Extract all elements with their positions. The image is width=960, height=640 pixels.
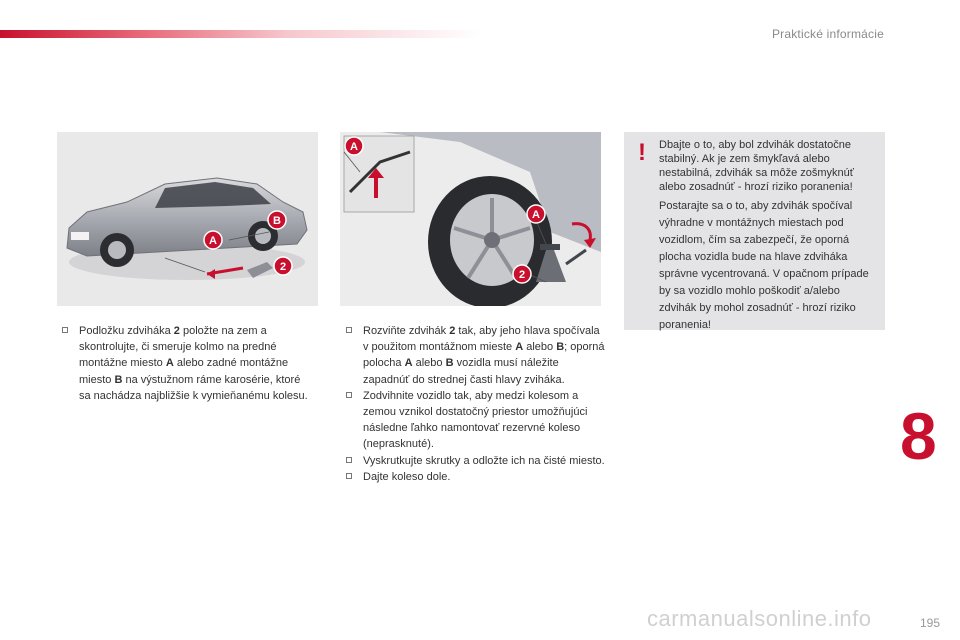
checkbox-bullet-icon — [62, 327, 68, 333]
header-accent-bar — [0, 30, 480, 38]
chapter-number: 8 — [900, 399, 937, 473]
rear-rim — [255, 228, 271, 244]
car-illustration-svg — [57, 132, 318, 306]
label-2-right-badge — [513, 265, 531, 283]
label-2-text: 2 — [279, 261, 287, 273]
checkbox-bullet-icon — [346, 473, 352, 479]
instructions-column-1 — [62, 323, 312, 404]
front-rim — [108, 241, 126, 259]
exclamation-icon: ! — [638, 139, 646, 166]
label-a-top-text: A — [350, 141, 358, 153]
car-jack-points-illustration — [57, 132, 318, 306]
label-a-top-badge — [345, 137, 363, 155]
bullet-item: Rozviňte zdvihák 2 tak, aby jeho hlava spočívala v použitom montážnom mieste A alebo B; oporná polocha A alebo B vozidla musí náležite zapadnúť do strednej časti hlavy zviháka. — [346, 323, 608, 388]
wheel-illustration-svg — [340, 132, 601, 306]
headlight — [71, 232, 89, 240]
wheel-jack-illustration — [340, 132, 601, 306]
label-a-text: A — [209, 235, 217, 247]
label-b-text: B — [273, 215, 281, 227]
warning-text — [659, 138, 879, 334]
label-a-badge — [204, 231, 222, 249]
label-a-jack-text: A — [532, 209, 540, 221]
checkbox-bullet-icon — [346, 392, 352, 398]
label-b-badge — [268, 211, 286, 229]
label-2-badge — [274, 257, 292, 275]
instructions-column-2 — [346, 323, 608, 485]
label-a-jack-badge — [527, 205, 545, 223]
checkbox-bullet-icon — [346, 327, 352, 333]
bullet-item: Podložku zdviháka 2 položte na zem a skontrolujte, či smeruje kolmo na predné montážne miesto A alebo zadné montážne miesto B na výstužnom ráme karosérie, ktoré sa nachádza najbližšie k vymieňanému kolesu. — [62, 323, 312, 404]
bullet-item: Zodvihnite vozidlo tak, aby medzi kolesom a zemou vznikol dostatočný priestor umožňujúci následne ľahko namontovať rezervné koleso (neprasknuté). — [346, 388, 608, 453]
page-number: 195 — [919, 616, 940, 630]
bullet-item: Vyskrutkujte skrutky a odložte ich na čisté miesto. — [346, 453, 608, 469]
watermark: carmanualsonline.info — [647, 606, 872, 631]
warning-box — [624, 132, 885, 330]
label-2-right-text: 2 — [518, 269, 526, 281]
bullet-item: Dajte koleso dole. — [346, 469, 608, 485]
checkbox-bullet-icon — [346, 457, 352, 463]
warning-paragraph-2: Postarajte sa o to, aby zdvihák spočíval výhradne v montážnych miestach pod vozidlom, čím sa zabezpečí, že oporná plocha vozidla bude na hlave zdviháka správne vycentrovaná. V opačnom prípade by sa vozidlo mohlo poškodiť a/alebo zdvihák by mohol zosadnúť - hrozí riziko poranenia! — [659, 200, 869, 331]
warning-paragraph-1: Dbajte o to, aby bol zdvihák dostatočne stabilný. Ak je zem šmykľavá alebo nestabilná, zdvihák sa môže zošmyknúť alebo zosadnúť - hrozí riziko poranenia! — [659, 139, 854, 193]
section-title: Praktické informácie — [771, 27, 884, 41]
